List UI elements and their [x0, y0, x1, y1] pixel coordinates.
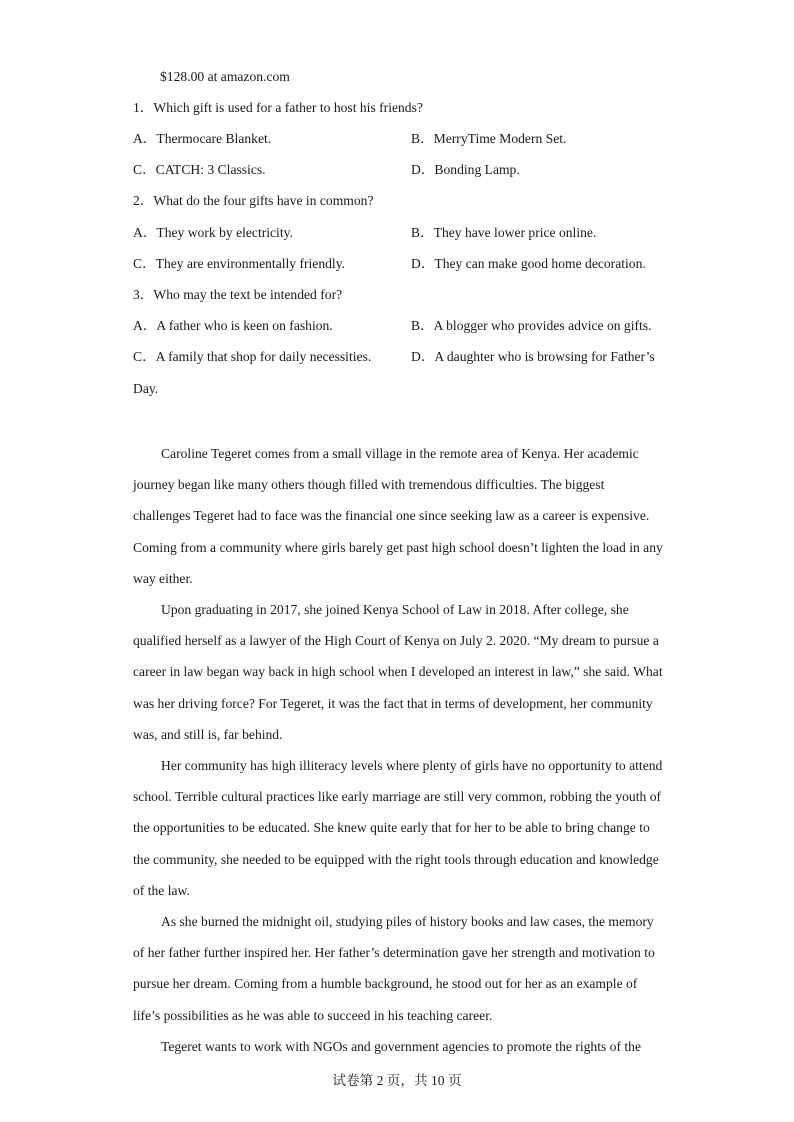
- question-1-option-c: C．CATCH: 3 Classics.: [133, 162, 266, 177]
- passage-paragraph: Caroline Tegeret comes from a small village in the remote area of Kenya. Her academic journey began like many others though filled with tremendous difficulties. The biggest challenges Tegeret had to face was the financial one since seeking law as a career is expensive. Coming from a community where girls barely get past high school doesn’t lighten the load in any way either.: [133, 446, 663, 586]
- question-3-option-d-continuation: Day.: [133, 381, 159, 396]
- question-2-option-c: C．They are environmentally friendly.: [133, 256, 346, 271]
- question-2-option-d: D．They can make good home decoration.: [411, 256, 646, 271]
- question-3-option-a: A．A father who is keen on fashion.: [133, 318, 333, 333]
- question-2-option-b: B．They have lower price online.: [411, 225, 597, 240]
- passage-paragraph: As she burned the midnight oil, studying piles of history books and law cases, the memory of her father further inspired her. Her father’s determination gave her strength and motivation to pursue her dream. Coming from a humble background, he stood out for her as an example of life’s possibilities as he was able to succeed in his teaching career.: [133, 914, 655, 1023]
- question-1-stem: 1．Which gift is used for a father to host his friends?: [133, 100, 423, 115]
- page-footer: 试卷第 2 页，共 10 页: [332, 1073, 462, 1088]
- price-line: $128.00 at amazon.com: [160, 69, 290, 84]
- question-3-option-c: C．A family that shop for daily necessities.: [133, 349, 372, 364]
- passage-paragraph: Tegeret wants to work with NGOs and government agencies to promote the rights of the: [161, 1038, 641, 1054]
- question-1-option-a: A．Thermocare Blanket.: [133, 131, 272, 146]
- question-2-option-a: A．They work by electricity.: [133, 225, 293, 240]
- reading-passage: [133, 438, 663, 1062]
- question-3-option-b: B．A blogger who provides advice on gifts.: [411, 318, 652, 333]
- question-2-stem: 2．What do the four gifts have in common?: [133, 193, 374, 208]
- question-3-stem: 3．Who may the text be intended for?: [133, 287, 343, 302]
- question-1-option-d: D．Bonding Lamp.: [411, 162, 520, 177]
- passage-paragraph: Her community has high illiteracy levels where plenty of girls have no opportunity to attend school. Terrible cultural practices like early marriage are still very common, robbing the youth of the opportunities to be educated. She knew quite early that for her to be able to bring change to the community, she needed to be equipped with the right tools through education and knowledge of the law.: [133, 758, 663, 898]
- question-1-option-b: B．MerryTime Modern Set.: [411, 131, 567, 146]
- passage-paragraph: Upon graduating in 2017, she joined Kenya School of Law in 2018. After college, she qualified herself as a lawyer of the High Court of Kenya on July 2. 2020. “My dream to pursue a career in law began way back in high school when I developed an interest in law,” she said. What was her driving force? For Tegeret, it was the fact that in terms of development, her community was, and still is, far behind.: [133, 602, 663, 742]
- question-3-option-d: D．A daughter who is browsing for Father’s: [411, 349, 655, 364]
